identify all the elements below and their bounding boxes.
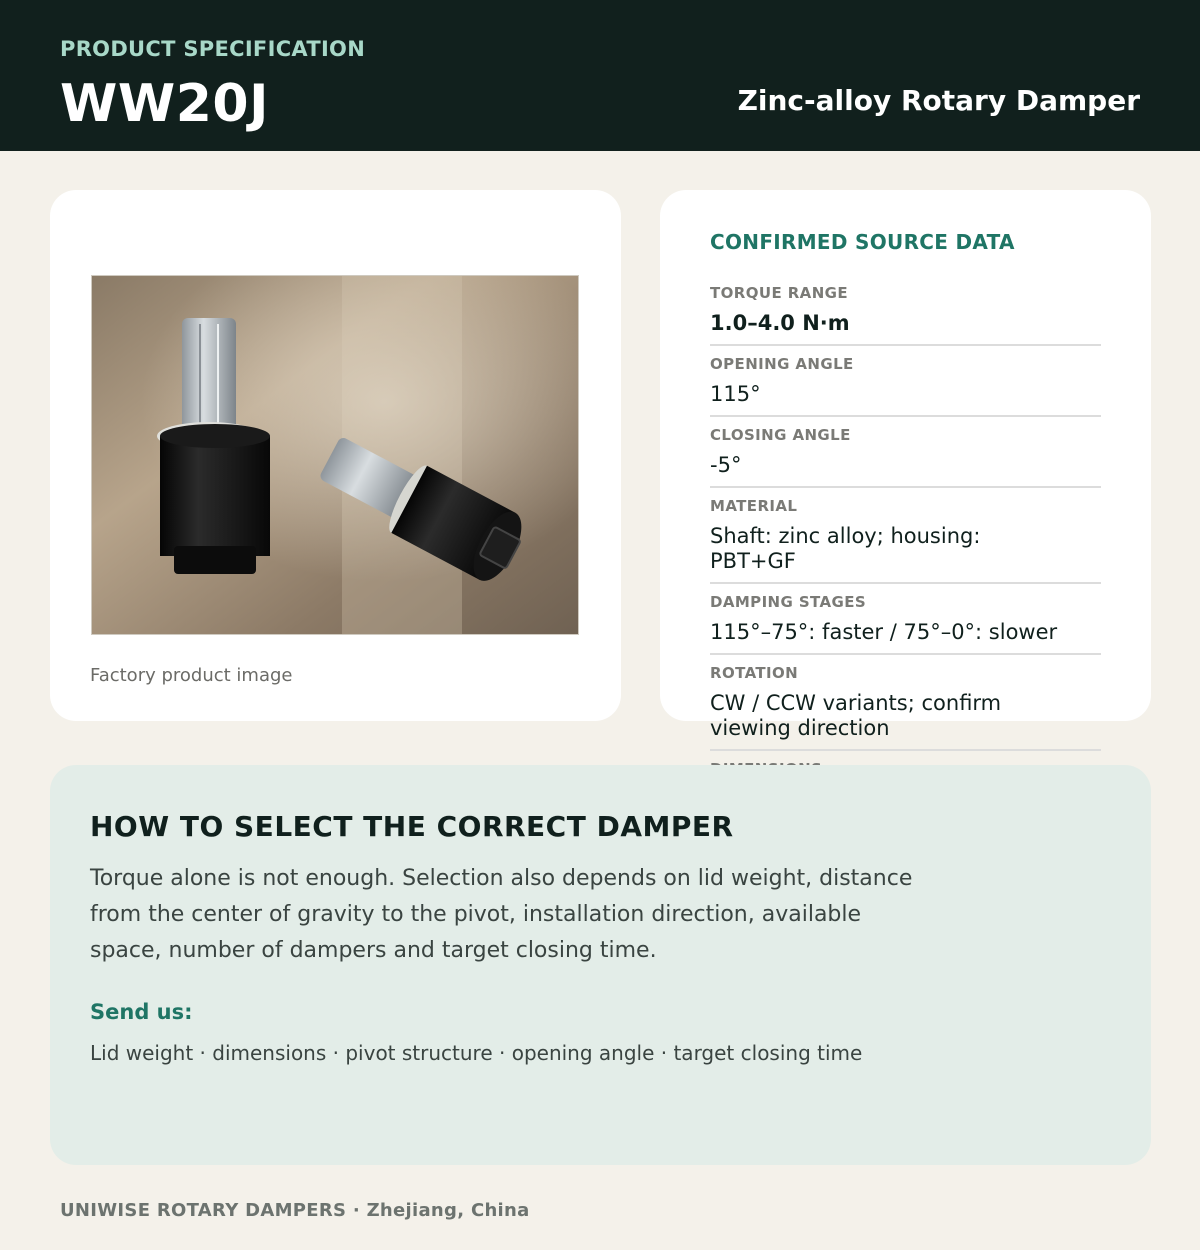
product-image-card bbox=[50, 190, 621, 721]
spec-value: 1.0–4.0 N·m bbox=[710, 311, 850, 335]
page-header bbox=[0, 0, 1200, 151]
spec-row-damping-stages bbox=[710, 592, 1101, 655]
send-us-list: Lid weight · dimensions · pivot structure · opening angle · target closing time bbox=[90, 1041, 863, 1065]
source-data-card bbox=[660, 190, 1151, 740]
spec-label: OPENING ANGLE bbox=[710, 355, 854, 373]
spec-label: MATERIAL bbox=[710, 497, 798, 515]
spec-row-material bbox=[710, 496, 1101, 584]
product-photo bbox=[91, 275, 579, 635]
product-type: Zinc-alloy Rotary Damper bbox=[737, 84, 1140, 117]
spec-list bbox=[710, 283, 1101, 780]
model-number: WW20J bbox=[60, 74, 269, 134]
spec-value: CW / CCW variants; confirm viewing direction bbox=[710, 691, 1002, 740]
spec-value: -5° bbox=[710, 453, 742, 477]
spec-label: TORQUE RANGE bbox=[710, 284, 849, 302]
spec-row-torque bbox=[710, 283, 1101, 346]
selection-guide bbox=[50, 765, 1151, 1165]
source-data-title: CONFIRMED SOURCE DATA bbox=[710, 230, 1015, 254]
image-caption: Factory product image bbox=[90, 665, 293, 686]
spec-value: 115°–75°: faster / 75°–0°: slower bbox=[710, 620, 1058, 644]
header-eyebrow: PRODUCT SPECIFICATION bbox=[60, 37, 366, 61]
selection-title: HOW TO SELECT THE CORRECT DAMPER bbox=[90, 810, 734, 843]
selection-text: Torque alone is not enough. Selection also depends on lid weight, distance from the center of gravity to the pivot, installation direction, available space, number of dampers and target closing time. bbox=[90, 866, 913, 963]
spec-row-rotation bbox=[710, 663, 1101, 751]
spec-row-opening-angle bbox=[710, 354, 1101, 417]
send-us-label: Send us: bbox=[90, 1000, 193, 1024]
spec-row-closing-angle bbox=[710, 425, 1101, 488]
spec-value: Shaft: zinc alloy; housing: PBT+GF bbox=[710, 524, 981, 573]
spec-label: DAMPING STAGES bbox=[710, 593, 867, 611]
spec-label: CLOSING ANGLE bbox=[710, 426, 851, 444]
footer-text: UNIWISE ROTARY DAMPERS · Zhejiang, China bbox=[60, 1200, 530, 1221]
spec-label: ROTATION bbox=[710, 664, 799, 682]
spec-value: 115° bbox=[710, 382, 761, 406]
